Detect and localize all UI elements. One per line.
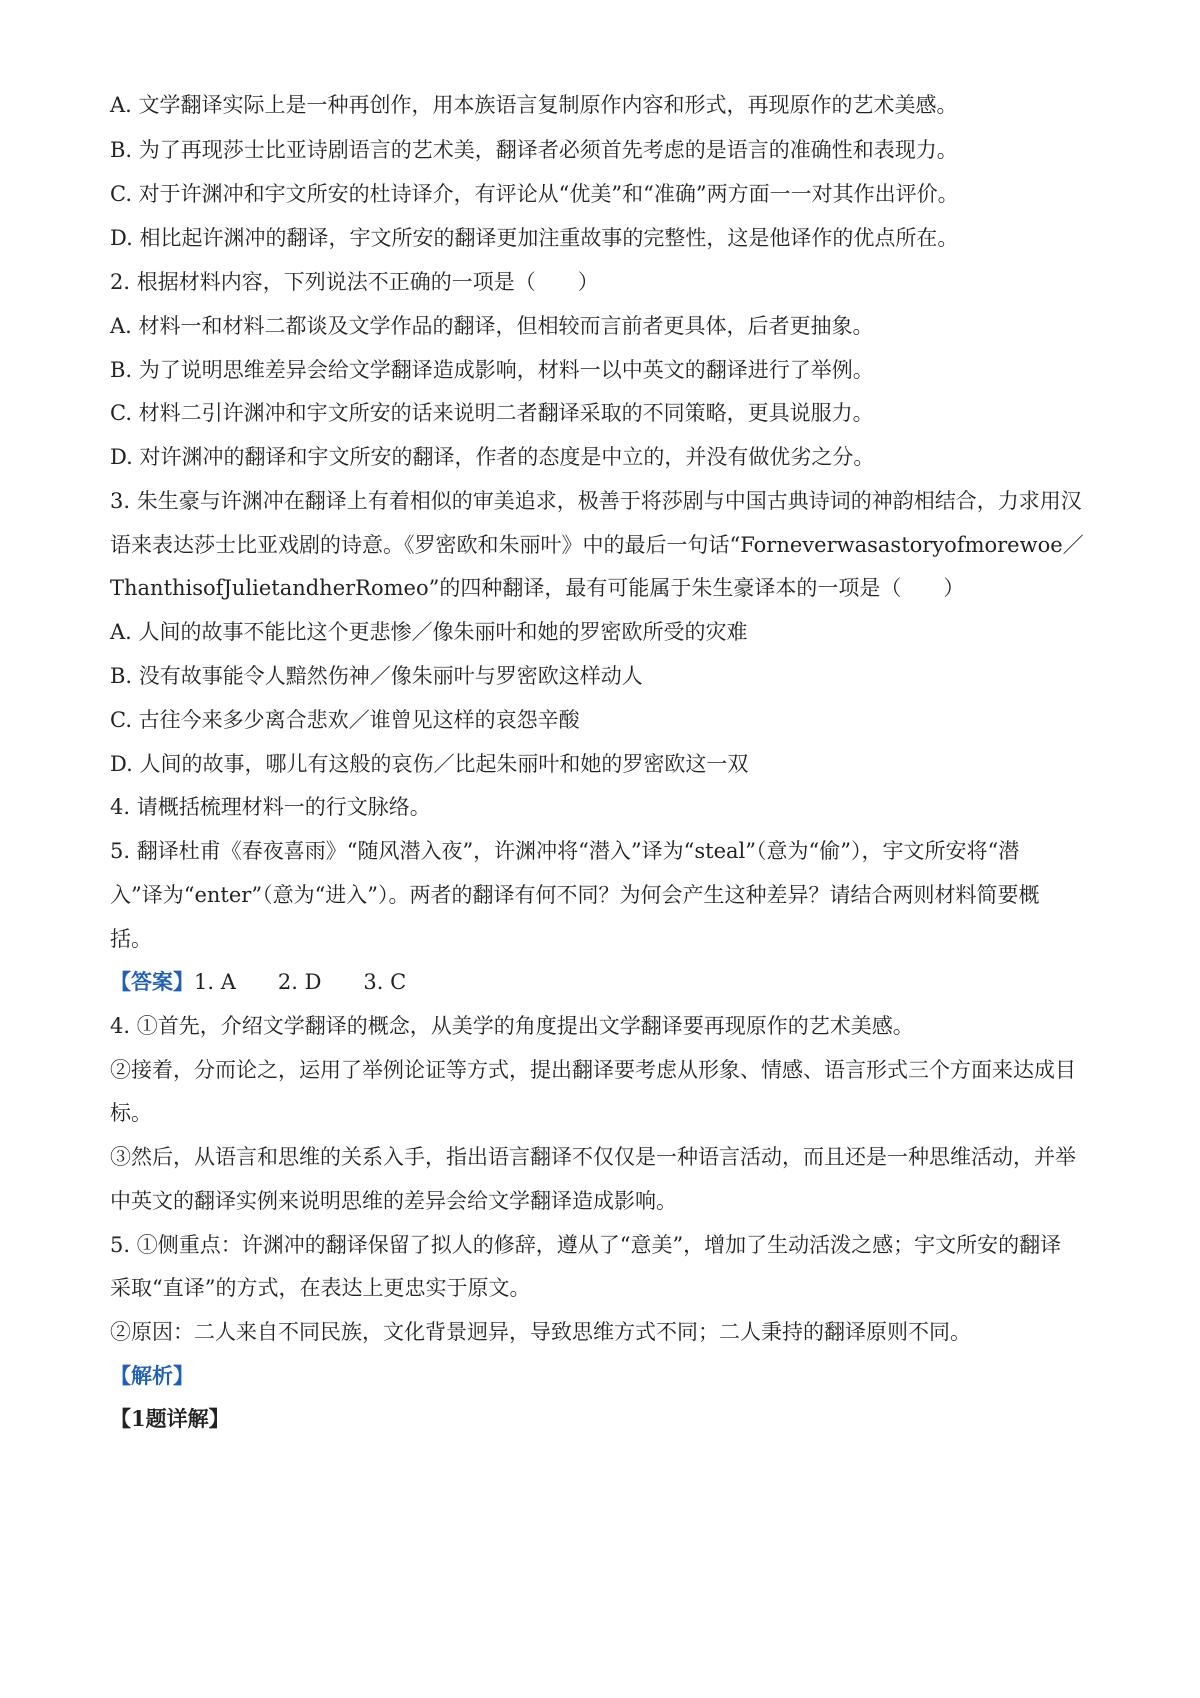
- answer-text: 1. A 2. D 3. C: [194, 970, 407, 994]
- answer-4-line-5: 中英文的翻译实例来说明思维的差异会给文学翻译造成影响。: [110, 1189, 677, 1213]
- option-d-q2: D. 对许渊冲的翻译和宇文所安的翻译，作者的态度是中立的，并没有做优劣之分。: [110, 445, 875, 469]
- answer-5-line-2: 采取“直译”的方式，在表达上更忠实于原文。: [110, 1276, 531, 1300]
- option-b-q2: B. 为了说明思维差异会给文学翻译造成影响，材料一以中英文的翻译进行了举例。: [110, 358, 874, 382]
- option-c-q2: C. 材料二引许渊冲和宇文所安的话来说明二者翻译采取的不同策略，更具说服力。: [110, 401, 874, 425]
- question-2: 2. 根据材料内容，下列说法不正确的一项是（ ）: [110, 270, 599, 294]
- question-3-line-1: 3. 朱生豪与许渊冲在翻译上有着相似的审美追求，极善于将莎剧与中国古典诗词的神韵相结合，力求用汉: [110, 489, 1082, 513]
- answer-4-line-1: 4. ①首先，介绍文学翻译的概念，从美学的角度提出文学翻译要再现原作的艺术美感。: [110, 1014, 914, 1038]
- answer-4-line-2: ②接着，分而论之，运用了举例论证等方式，提出翻译要考虑从形象、情感、语言形式三个方面来达成目: [110, 1058, 1076, 1082]
- question-3-line-2: 语来表达莎士比亚戏剧的诗意。《罗密欧和朱丽叶》中的最后一句话“Forneverwasastoryofmorewoe／: [110, 533, 1084, 557]
- answer-5-line-1: 5. ①侧重点：许渊冲的翻译保留了拟人的修辞，遵从了“意美”，增加了生动活泼之感；宇文所安的翻译: [110, 1233, 1062, 1257]
- option-a-q1: A. 文学翻译实际上是一种再创作，用本族语言复制原作内容和形式，再现原作的艺术美感。: [110, 93, 958, 117]
- option-b-q1: B. 为了再现莎士比亚诗剧语言的艺术美，翻译者必须首先考虑的是语言的准确性和表现力。: [110, 138, 958, 162]
- option-a-q3: A. 人间的故事不能比这个更悲惨／像朱丽叶和她的罗密欧所受的灾难: [110, 620, 748, 644]
- option-d-q3: D. 人间的故事，哪儿有这般的哀伤／比起朱丽叶和她的罗密欧这一双: [110, 752, 749, 776]
- answer-5-line-3: ②原因：二人来自不同民族，文化背景迥异，导致思维方式不同；二人秉持的翻译原则不同。: [110, 1320, 971, 1344]
- answer-line: [110, 968, 406, 996]
- answer-4-line-3: 标。: [110, 1101, 152, 1125]
- question-5-line-1: 5. 翻译杜甫《春夜喜雨》“随风潜入夜”，许渊冲将“潜入”译为“steal”（意为“偷”），宇文所安将“潜: [110, 839, 1020, 863]
- question-5-line-2: 入”译为“enter”（意为“进入”）。两者的翻译有何不同？为何会产生这种差异？请结合两则材料简要概: [110, 883, 1040, 907]
- option-b-q3: B. 没有故事能令人黯然伤神／像朱丽叶与罗密欧这样动人: [110, 664, 643, 688]
- question-3-line-3: ThanthisofJulietandherRomeo”的四种翻译，最有可能属于朱生豪译本的一项是（ ）: [110, 576, 965, 600]
- question-4: 4. 请概括梳理材料一的行文脉络。: [110, 795, 431, 819]
- answer-label: 【答案】: [110, 969, 194, 994]
- option-c-q3: C. 古往今来多少离合悲欢／谁曾见这样的哀怨辛酸: [110, 708, 580, 732]
- option-c-q1: C. 对于许渊冲和宇文所安的杜诗译介，有评论从“优美”和“准确”两方面一一对其作出评价。: [110, 182, 959, 206]
- analysis-label: 【解析】: [110, 1363, 194, 1388]
- answer-4-line-4: ③然后，从语言和思维的关系入手，指出语言翻译不仅仅是一种语言活动，而且还是一种思维活动，并举: [110, 1145, 1076, 1169]
- option-d-q1: D. 相比起许渊冲的翻译，宇文所安的翻译更加注重故事的完整性，这是他译作的优点所在。: [110, 226, 959, 250]
- detail-label: 【1题详解】: [110, 1406, 230, 1431]
- option-a-q2: A. 材料一和材料二都谈及文学作品的翻译，但相较而言前者更具体，后者更抽象。: [110, 314, 874, 338]
- question-5-line-3: 括。: [110, 927, 152, 951]
